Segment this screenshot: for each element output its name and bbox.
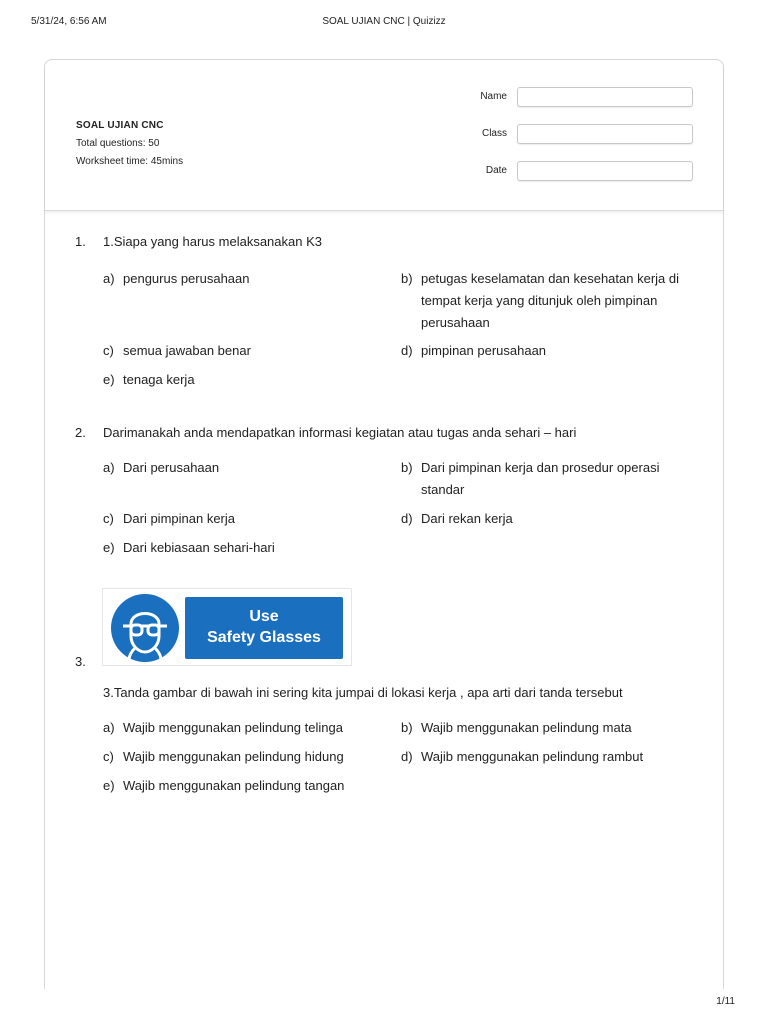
- date-label: Date: [485, 165, 507, 176]
- worksheet-title: SOAL UJIAN CNC: [76, 120, 164, 131]
- safety-glasses-sign-image: [102, 588, 352, 666]
- class-field[interactable]: [517, 124, 693, 144]
- question-3-option-a[interactable]: a) Wajib menggunakan pelindung telinga: [103, 720, 343, 735]
- question-1-text: 1.Siapa yang harus melaksanakan K3: [103, 234, 322, 249]
- question-1-number: 1.: [75, 234, 86, 249]
- print-title: SOAL UJIAN CNC | Quizizz: [322, 16, 446, 27]
- print-date: 5/31/24, 6:56 AM: [31, 16, 107, 27]
- question-3-number: 3.: [75, 654, 86, 669]
- sign-line-safety-glasses: Safety Glasses: [207, 629, 321, 646]
- sign-line-use: Use: [249, 608, 279, 625]
- name-label: Name: [480, 91, 507, 102]
- worksheet-page: [44, 59, 724, 989]
- worksheet-info-panel: [45, 60, 723, 211]
- question-2-number: 2.: [75, 425, 86, 440]
- question-2-text: Darimanakah anda mendapatkan informasi kegiatan atau tugas anda sehari – hari: [103, 425, 577, 440]
- question-2-option-e[interactable]: e) Dari kebiasaan sehari-hari: [103, 540, 275, 555]
- question-1-option-d[interactable]: d) pimpinan perusahaan: [401, 343, 547, 358]
- question-3-option-d[interactable]: d) Wajib menggunakan pelindung rambut: [401, 749, 644, 764]
- name-field[interactable]: [517, 87, 693, 107]
- question-2-option-c[interactable]: c) Dari pimpinan kerja: [103, 511, 235, 526]
- question-3-option-b[interactable]: b) Wajib menggunakan pelindung mata: [401, 720, 632, 735]
- question-1-option-c[interactable]: c) semua jawaban benar: [103, 343, 251, 358]
- date-field[interactable]: [517, 161, 693, 181]
- total-questions: Total questions: 50: [76, 138, 160, 149]
- question-2-option-d[interactable]: d) Dari rekan kerja: [401, 511, 513, 526]
- question-2-option-b[interactable]: b) Dari pimpinan kerja dan prosedur operasi standar: [401, 460, 660, 497]
- question-1-option-e[interactable]: e) tenaga kerja: [103, 372, 195, 387]
- safety-sign-panel: [185, 597, 343, 659]
- page-number: 1/11: [716, 996, 735, 1007]
- question-1-option-b[interactable]: b) petugas keselamatan dan kesehatan kerja di tempat kerja yang ditunjuk oleh pimpinan perusahaan: [401, 271, 680, 330]
- print-header: [0, 16, 768, 30]
- safety-glasses-icon: [109, 592, 181, 664]
- question-3-option-c[interactable]: c) Wajib menggunakan pelindung hidung: [103, 749, 344, 764]
- worksheet-time: Worksheet time: 45mins: [76, 156, 184, 167]
- class-label: Class: [481, 128, 507, 139]
- question-3-text: 3.Tanda gambar di bawah ini sering kita jumpai di lokasi kerja , apa arti dari tanda tersebut: [103, 685, 623, 700]
- question-2-option-a[interactable]: a) Dari perusahaan: [103, 460, 220, 475]
- question-1-option-a[interactable]: a) pengurus perusahaan: [103, 271, 250, 286]
- question-3-option-e[interactable]: e) Wajib menggunakan pelindung tangan: [103, 778, 345, 793]
